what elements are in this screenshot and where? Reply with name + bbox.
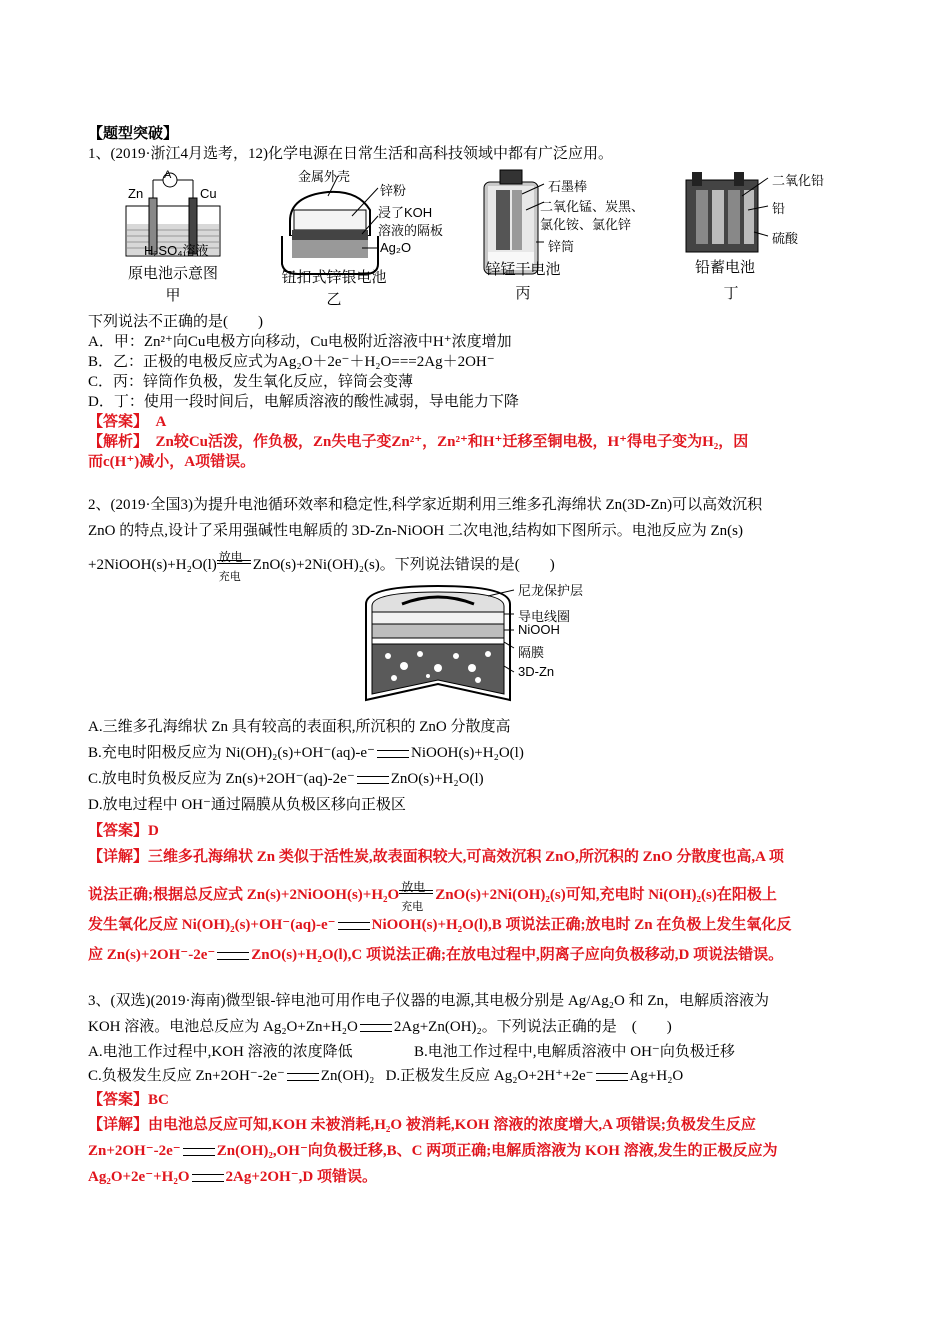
q2-detail-line-3 xyxy=(88,912,868,938)
q1-option-a: A．甲：Zn²⁺向Cu电极方向移动，Cu电极附近溶液中H⁺浓度增加 xyxy=(88,334,512,350)
zinc-can-label: 锌筒 xyxy=(548,239,575,254)
koh-separator-label-2: 溶液的隔板 xyxy=(378,223,444,238)
figure-jia-caption: 原电池示意图 xyxy=(127,266,218,282)
ammeter-label: A xyxy=(164,169,172,181)
q3-option-a: A.电池工作过程中,KOH 溶液的浓度降低 xyxy=(88,1044,353,1060)
q1-option-c: C．丙：锌筒作负极，发生氧化反应，锌筒会变薄 xyxy=(88,374,414,390)
lead-label: 铅 xyxy=(772,201,786,216)
q2-stem-line-3 xyxy=(88,550,868,583)
q3-option-c-left: C.负极发生反应 Zn+2OH⁻-2e⁻ xyxy=(88,1068,285,1084)
cu-electrode-label: Cu xyxy=(200,186,217,201)
reversible-arrow xyxy=(399,880,435,913)
equals-sign xyxy=(360,1024,392,1032)
q3-answer: 【答案】BC xyxy=(88,1092,169,1108)
q2-detail-line-2 xyxy=(88,880,868,913)
koh-separator-label-1: 浸了KOH xyxy=(378,205,433,220)
conductive-coil-label: 导电线圈 xyxy=(518,609,571,624)
q3-detail-line-1: 【详解】由电池总反应可知,KOH 未被消耗,H₂O 被消耗,KOH 溶液的浓度增大,A 项错误;负极发生反应 xyxy=(88,1117,756,1133)
q1-option-d: D．丁：使用一段时间后，电解质溶液的酸性减弱，导电能力下降 xyxy=(88,394,519,410)
q2-detail-3-left: 发生氧化反应 Ni(OH)₂(s)+OH⁻(aq)-e⁻ xyxy=(88,917,336,933)
q2-detail-3-right: NiOOH(s)+H₂O(l),B 项说法正确;放电时 Zn 在负极上发生氧化反 xyxy=(371,917,792,933)
figure-lead-battery xyxy=(682,166,862,302)
figure-bing-caption: 锌锰干电池 xyxy=(485,262,561,278)
q2-products: ZnO(s)+2Ni(OH)₂(s)。下列说法错误的是( ) xyxy=(252,557,555,573)
figure-galvanic-cell xyxy=(108,166,238,304)
q1-analysis-line-2: 而c(H⁺)减小，A项错误。 xyxy=(88,454,256,470)
q3-detail-3-right: 2Ag+2OH⁻,D 项错误。 xyxy=(225,1169,377,1185)
equals-sign xyxy=(596,1073,628,1081)
q3-stem-2-right: 2Ag+Zn(OH)₂。下列说法正确的是 ( ) xyxy=(393,1019,672,1035)
pbo2-label: 二氧化铅 xyxy=(772,173,825,188)
discharge-label: 放电 xyxy=(401,880,426,894)
3d-zn-label: 3D-Zn xyxy=(518,664,555,679)
q3-detail-2-right: Zn(OH)₂,OH⁻向负极迁移,B、C 两项正确;电解质溶液为 KOH 溶液,发生的正极反应为 xyxy=(216,1143,778,1159)
separator-label: 隔膜 xyxy=(518,645,545,660)
q2-detail-4-left: 应 Zn(s)+2OH⁻-2e⁻ xyxy=(88,947,216,963)
figure-ding-caption: 铅蓄电池 xyxy=(694,260,755,276)
document-page xyxy=(88,124,868,1190)
section-title: 【题型突破】 xyxy=(88,126,179,142)
q3-detail-line-2 xyxy=(88,1138,868,1164)
q2-option-c-right: ZnO(s)+H₂O(l) xyxy=(390,771,484,787)
sulfuric-acid-label: 硫酸 xyxy=(772,231,799,246)
nylon-layer-label: 尼龙保护层 xyxy=(518,583,584,598)
q2-option-a: A.三维多孔海绵状 Zn 具有较高的表面积,所沉积的 ZnO 分散度高 xyxy=(88,719,511,735)
nh4cl-label: 氯化铵、氯化锌 xyxy=(540,217,632,232)
equals-sign xyxy=(357,776,389,784)
q2-detail-line-1: 【详解】三维多孔海绵状 Zn 类似于活性炭,故表面积较大,可高效沉积 ZnO,所沉积的 ZnO 分散度也高,A 项 xyxy=(88,849,784,865)
q3-detail-3-left: Ag₂O+2e⁻+H₂O xyxy=(88,1169,190,1185)
figure-button-battery xyxy=(268,166,458,308)
equals-sign xyxy=(338,922,370,930)
q2-figure xyxy=(88,582,868,708)
q1-option-b: B．乙：正极的电极反应式为Ag₂O＋2e⁻＋H₂O===2Ag＋2OH⁻ xyxy=(88,354,495,370)
q2-option-b-right: NiOOH(s)+H₂O(l) xyxy=(410,745,524,761)
equals-sign xyxy=(183,1148,215,1156)
figure-ding-tag: 丁 xyxy=(723,286,739,302)
equals-sign xyxy=(192,1174,224,1182)
q1-figures xyxy=(88,166,868,308)
q2-option-b-left: B.充电时阳极反应为 Ni(OH)₂(s)+OH⁻(aq)-e⁻ xyxy=(88,745,375,761)
solution-label: H₂SO₄溶液 xyxy=(144,243,209,258)
figure-dry-cell xyxy=(478,166,678,302)
ag2o-label: Ag₂O xyxy=(380,240,412,255)
q1-answer: 【答案】 A xyxy=(88,414,167,430)
figure-bing-tag: 丙 xyxy=(515,286,531,302)
q3-options-cd xyxy=(88,1064,868,1088)
graphite-rod-label: 石墨棒 xyxy=(548,179,588,194)
figure-yi-caption: 钮扣式锌银电池 xyxy=(281,270,387,286)
niooh-label: NiOOH xyxy=(518,622,560,637)
metal-shell-label: 金属外壳 xyxy=(298,169,351,184)
zn-electrode-label: Zn xyxy=(128,186,144,201)
q2-option-c xyxy=(88,766,868,792)
charge-label: 充电 xyxy=(218,571,241,583)
q2-detail-line-4 xyxy=(88,942,868,968)
q1-analysis-line-1: 【解析】 Zn较Cu活泼，作负极，Zn失电子变Zn²⁺，Zn²⁺和H⁺迁移至铜电极，H⁺得电子变为H₂，因 xyxy=(88,434,749,450)
q2-detail-4-right: ZnO(s)+H₂O(l),C 项说法正确;在放电过程中,阴离子应向负极移动,D 项说法错误。 xyxy=(251,947,784,963)
q3-options-ab xyxy=(88,1040,868,1064)
q2-detail-2-right: ZnO(s)+2Ni(OH)₂(s)可知,充电时 Ni(OH)₂(s)在阳极上 xyxy=(435,887,777,903)
q2-stem-line-1: 2、(2019·全国3)为提升电池循环效率和稳定性,科学家近期利用三维多孔海绵状 Zn(3D-Zn)可以高效沉积 xyxy=(88,497,763,513)
reversible-arrow xyxy=(217,550,253,583)
q3-option-c-right: Zn(OH)₂ xyxy=(320,1068,375,1084)
q2-option-b xyxy=(88,740,868,766)
q3-detail-2-left: Zn+2OH⁻-2e⁻ xyxy=(88,1143,181,1159)
figure-jia-tag: 甲 xyxy=(165,288,181,304)
3d-zn-battery-diagram xyxy=(358,582,528,706)
q1-stem: 1、(2019·浙江4月选考，12)化学电源在日常生活和高科技领域中都有广泛应用。 xyxy=(88,146,613,162)
zinc-powder-label: 锌粉 xyxy=(380,183,407,198)
mno2-label: 二氧化锰、炭黑、 xyxy=(540,199,645,214)
q2-reactants: +2NiOOH(s)+H₂O(l) xyxy=(88,557,217,573)
q2-answer: 【答案】D xyxy=(88,823,159,839)
figure-yi-tag: 乙 xyxy=(326,292,342,308)
q3-stem-line-2 xyxy=(88,1014,868,1040)
equals-sign xyxy=(217,952,249,960)
equals-sign xyxy=(287,1073,319,1081)
q1-question: 下列说法不正确的是( ) xyxy=(88,314,263,330)
equals-sign xyxy=(377,750,409,758)
q3-option-b: B.电池工作过程中,电解质溶液中 OH⁻向负极迁移 xyxy=(414,1044,735,1060)
q2-option-c-left: C.放电时负极反应为 Zn(s)+2OH⁻(aq)-2e⁻ xyxy=(88,771,355,787)
q3-stem-2-left: KOH 溶液。电池总反应为 Ag₂O+Zn+H₂O xyxy=(88,1019,358,1035)
q3-stem-line-1: 3、(双选)(2019·海南)微型银-锌电池可用作电子仪器的电源,其电极分别是 Ag/Ag₂O 和 Zn，电解质溶液为 xyxy=(88,993,770,1009)
q2-option-d: D.放电过程中 OH⁻通过隔膜从负极区移向正极区 xyxy=(88,797,406,813)
q2-stem-line-2: ZnO 的特点,设计了采用强碱性电解质的 3D-Zn-NiOOH 二次电池,结构如下图所示。电池反应为 Zn(s) xyxy=(88,523,743,539)
q3-option-d-left: D.正极发生反应 Ag₂O+2H⁺+2e⁻ xyxy=(385,1068,594,1084)
charge-label: 充电 xyxy=(401,901,424,913)
discharge-label: 放电 xyxy=(218,550,243,564)
q3-option-d-right: Ag+H₂O xyxy=(629,1068,684,1084)
q2-detail-2-left: 说法正确;根据总反应式 Zn(s)+2NiOOH(s)+H₂O xyxy=(88,887,400,903)
q3-detail-line-3 xyxy=(88,1164,868,1190)
